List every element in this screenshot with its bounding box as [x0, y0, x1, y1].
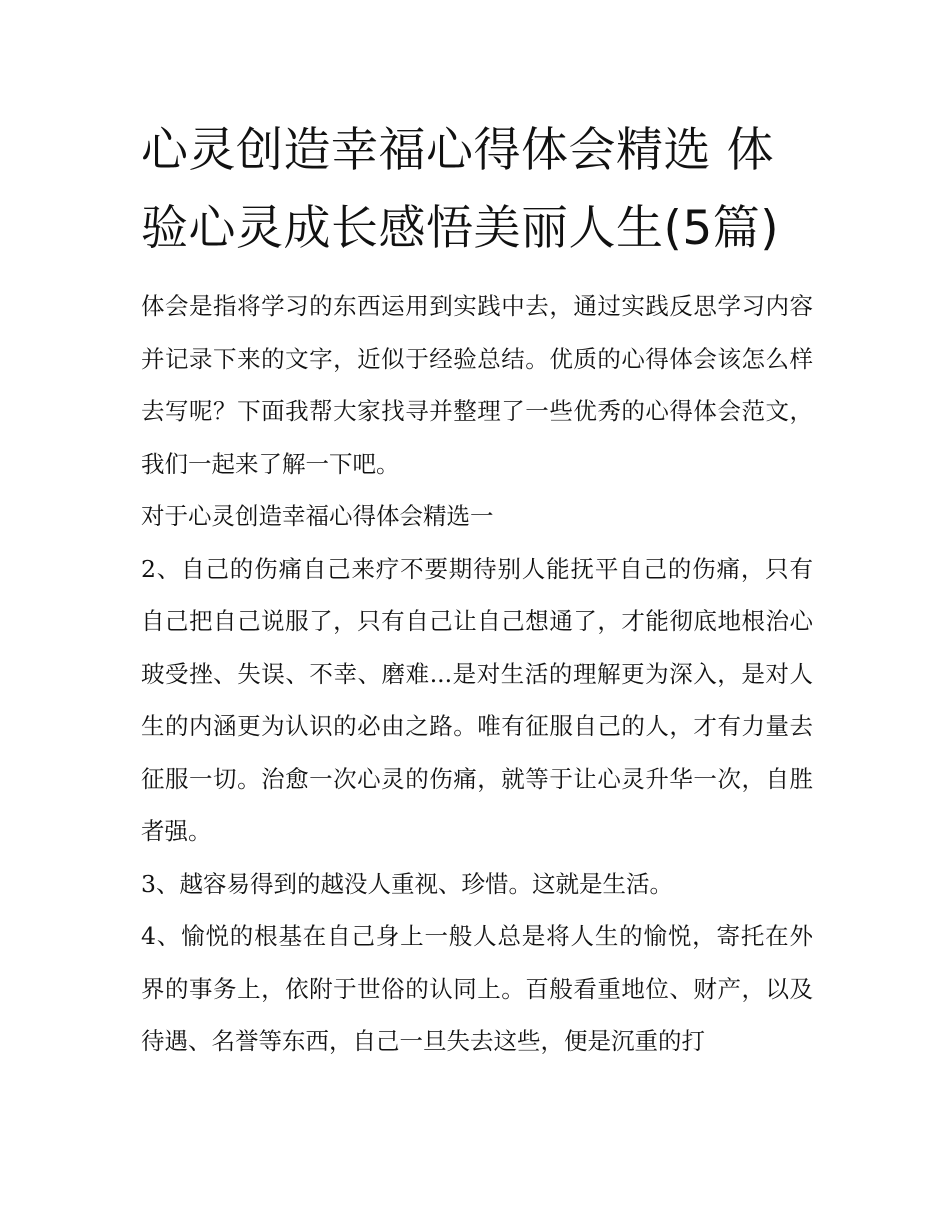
section-heading: 对于心灵创造幸福心得体会精选一: [141, 502, 494, 530]
document-title: 心灵创造幸福心得体会精选 体验心灵成长感悟美丽人生(5篇): [141, 123, 780, 256]
body-paragraph: 4、愉悦的根基在自己身上一般人总是将人生的愉悦，寄托在外界的事务上，依附于世俗的认同上。百般看重地位、财产，以及待遇、名誉等东西，自己一旦失去这些，便是沉重的打: [141, 922, 813, 1055]
document-body: [141, 112, 813, 1068]
body-paragraph: 2、自己的伤痛自己来疗不要期待别人能抚平自己的伤痛，只有自己把自己说服了，只有自己让自己想通了，才能彻底地根治心玻受挫、失误、不幸、磨难...是对生活的理解更为深入，是对人生的内涵更为认识的必由之路。唯有征服自己的人，才有力量去征服一切。治愈一次心灵的伤痛，就等于让心灵升华一次，自胜者强。: [141, 554, 813, 845]
body-paragraph: 3、越容易得到的越没人重视、珍惜。这就是生活。: [141, 869, 673, 898]
intro-paragraph: 体会是指将学习的东西运用到实践中去，通过实践反思学习内容并记录下来的文字，近似于经验总结。优质的心得体会该怎么样去写呢？下面我帮大家找寻并整理了一些优秀的心得体会范文，我们一起来了解一下吧。: [141, 292, 813, 478]
